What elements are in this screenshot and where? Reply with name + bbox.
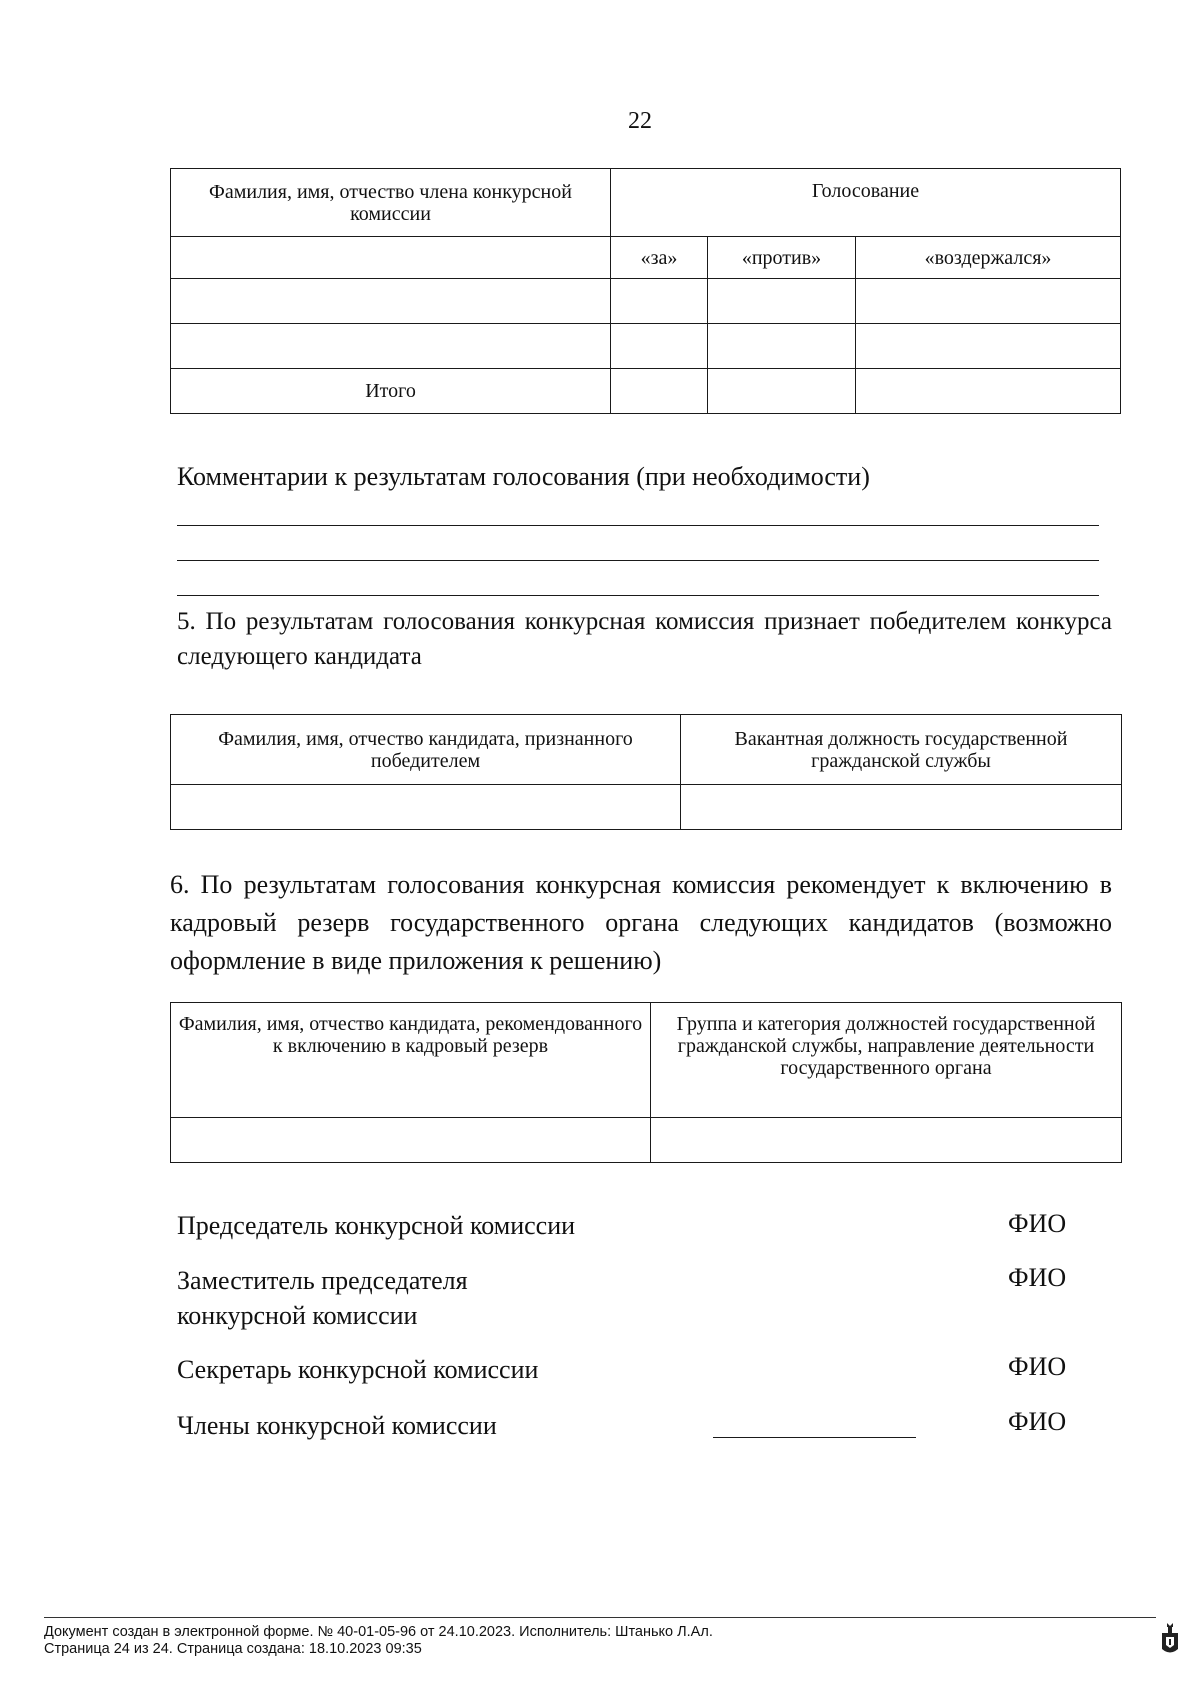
header-reserve-candidate: Фамилия, имя, отчество кандидата, рекомендованного к включению в кадровый резерв: [171, 1003, 651, 1118]
members-fio: ФИО: [1008, 1407, 1067, 1436]
deputy-label-line2: конкурсной комиссии: [177, 1301, 418, 1330]
reserve-table: [170, 1002, 1122, 1163]
total-row: [171, 369, 1121, 414]
total-label: Итого: [171, 369, 611, 414]
secretary-label: Секретарь конкурсной комиссии: [177, 1355, 539, 1384]
deputy-label-line1: Заместитель председателя: [177, 1266, 468, 1295]
header-member-name: Фамилия, имя, отчество члена конкурсной комиссии: [171, 169, 611, 237]
header-candidate-name: Фамилия, имя, отчество кандидата, признанного победителем: [171, 715, 681, 785]
header-for: «за»: [611, 237, 708, 279]
table-row: [171, 279, 1121, 324]
footer-line-1: Документ создан в электронной форме. № 40-01-05-96 от 24.10.2023. Исполнитель: Штанько Л.Ал.: [44, 1624, 713, 1640]
empty-cell: [171, 237, 611, 279]
chairman-fio: ФИО: [1008, 1209, 1067, 1238]
section-6-text: 6. По результатам голосования конкурсная комиссия рекомендует к включению в кадровый резерв государственного органа следующих кандидатов (возможно оформление в виде приложения к решению): [170, 870, 1112, 975]
winner-table: [170, 714, 1122, 830]
header-voting: Голосование: [611, 169, 1121, 237]
comment-line: [177, 525, 1099, 526]
secretary-fio: ФИО: [1008, 1352, 1067, 1381]
comments-label: Комментарии к результатам голосования (при необходимости): [177, 462, 870, 491]
header-abstain: «воздержался»: [856, 237, 1121, 279]
table-row: [171, 324, 1121, 369]
section-5-text: 5. По результатам голосования конкурсная комиссия признает победителем конкурса следующего кандидата: [177, 608, 1112, 670]
footer-line-2: Страница 24 из 24. Страница создана: 18.10.2023 09:35: [44, 1641, 422, 1657]
signature-line: [713, 1437, 916, 1438]
header-against: «против»: [708, 237, 856, 279]
table-row: [171, 785, 1122, 830]
voting-table: [170, 168, 1121, 414]
comment-line: [177, 595, 1099, 596]
members-label: Члены конкурсной комиссии: [177, 1411, 497, 1440]
table-row: [171, 1118, 1122, 1163]
footer-divider: [44, 1617, 1156, 1618]
emblem-icon: [1160, 1621, 1180, 1657]
comment-line: [177, 560, 1099, 561]
page-number: 22: [628, 108, 652, 134]
deputy-fio: ФИО: [1008, 1263, 1067, 1292]
chairman-label: Председатель конкурсной комиссии: [177, 1211, 576, 1240]
header-position-group: Группа и категория должностей государственной гражданской службы, направление деятельности государственного органа: [651, 1003, 1122, 1118]
header-vacant-position: Вакантная должность государственной гражданской службы: [681, 715, 1122, 785]
